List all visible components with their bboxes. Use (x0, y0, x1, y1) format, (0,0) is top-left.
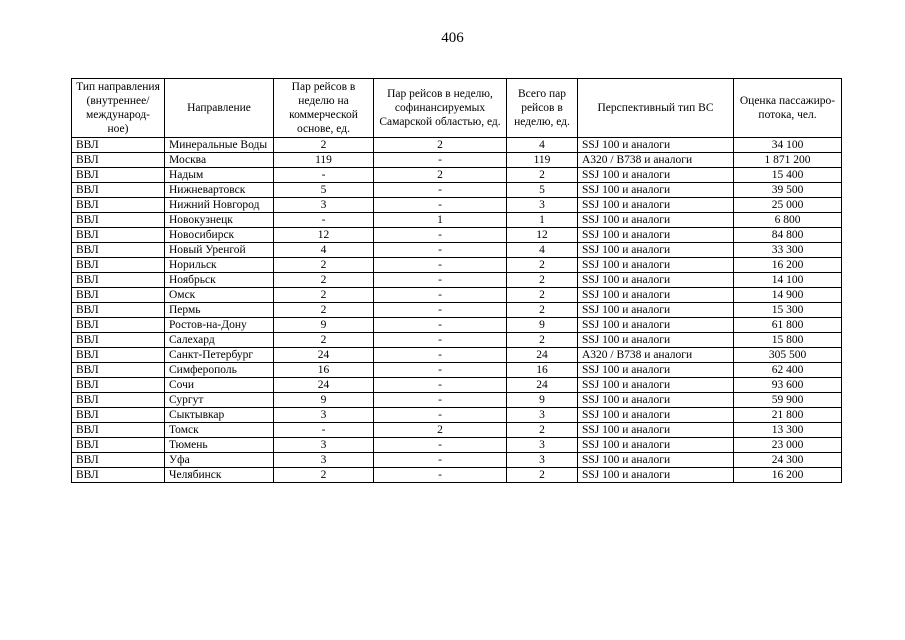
cell-direction: Томск (165, 423, 274, 438)
cell-aircraft-type: SSJ 100 и аналоги (578, 408, 734, 423)
cell-direction: Пермь (165, 303, 274, 318)
cell-cofinanced-pairs: - (374, 378, 507, 393)
cell-type: ВВЛ (72, 228, 165, 243)
cell-commercial-pairs: 16 (274, 363, 374, 378)
cell-direction: Норильск (165, 258, 274, 273)
cell-total-pairs: 3 (507, 198, 578, 213)
cell-type: ВВЛ (72, 258, 165, 273)
cell-type: ВВЛ (72, 318, 165, 333)
cell-cofinanced-pairs: - (374, 288, 507, 303)
table-row (72, 378, 842, 393)
cell-type: ВВЛ (72, 213, 165, 228)
cell-type: ВВЛ (72, 243, 165, 258)
table-row (72, 453, 842, 468)
cell-commercial-pairs: 5 (274, 183, 374, 198)
cell-cofinanced-pairs: - (374, 258, 507, 273)
cell-commercial-pairs: 2 (274, 138, 374, 153)
cell-aircraft-type: SSJ 100 и аналоги (578, 138, 734, 153)
table-row (72, 183, 842, 198)
cell-direction: Минеральные Воды (165, 138, 274, 153)
header-type: Тип направления (внутреннее/ международ-ное) (72, 79, 165, 138)
cell-total-pairs: 24 (507, 348, 578, 363)
cell-passenger-flow: 15 400 (734, 168, 842, 183)
cell-direction: Новый Уренгой (165, 243, 274, 258)
cell-commercial-pairs: 3 (274, 453, 374, 468)
cell-commercial-pairs: 24 (274, 348, 374, 363)
cell-direction: Нижний Новгород (165, 198, 274, 213)
cell-direction: Новокузнецк (165, 213, 274, 228)
cell-aircraft-type: SSJ 100 и аналоги (578, 183, 734, 198)
table-row (72, 198, 842, 213)
cell-total-pairs: 119 (507, 153, 578, 168)
cell-direction: Санкт-Петербург (165, 348, 274, 363)
table-row (72, 273, 842, 288)
flights-table (71, 78, 842, 483)
cell-type: ВВЛ (72, 198, 165, 213)
cell-cofinanced-pairs: - (374, 303, 507, 318)
cell-passenger-flow: 15 800 (734, 333, 842, 348)
cell-aircraft-type: SSJ 100 и аналоги (578, 228, 734, 243)
cell-aircraft-type: SSJ 100 и аналоги (578, 333, 734, 348)
table-row (72, 393, 842, 408)
cell-aircraft-type: SSJ 100 и аналоги (578, 303, 734, 318)
cell-passenger-flow: 39 500 (734, 183, 842, 198)
cell-cofinanced-pairs: - (374, 273, 507, 288)
table-row (72, 333, 842, 348)
cell-cofinanced-pairs: - (374, 363, 507, 378)
cell-direction: Москва (165, 153, 274, 168)
cell-type: ВВЛ (72, 438, 165, 453)
cell-total-pairs: 2 (507, 333, 578, 348)
page-number: 406 (441, 30, 464, 46)
cell-type: ВВЛ (72, 333, 165, 348)
table-row (72, 213, 842, 228)
table-row (72, 303, 842, 318)
header-row (72, 79, 842, 138)
cell-cofinanced-pairs: - (374, 228, 507, 243)
cell-passenger-flow: 305 500 (734, 348, 842, 363)
cell-total-pairs: 5 (507, 183, 578, 198)
cell-aircraft-type: SSJ 100 и аналоги (578, 288, 734, 303)
cell-direction: Сыктывкар (165, 408, 274, 423)
cell-aircraft-type: SSJ 100 и аналоги (578, 468, 734, 483)
table-row (72, 168, 842, 183)
cell-total-pairs: 2 (507, 423, 578, 438)
cell-passenger-flow: 1 871 200 (734, 153, 842, 168)
cell-cofinanced-pairs: - (374, 183, 507, 198)
cell-total-pairs: 2 (507, 303, 578, 318)
cell-type: ВВЛ (72, 303, 165, 318)
cell-passenger-flow: 62 400 (734, 363, 842, 378)
cell-cofinanced-pairs: - (374, 198, 507, 213)
cell-cofinanced-pairs: 1 (374, 213, 507, 228)
cell-type: ВВЛ (72, 393, 165, 408)
cell-type: ВВЛ (72, 288, 165, 303)
cell-type: ВВЛ (72, 363, 165, 378)
cell-aircraft-type: SSJ 100 и аналоги (578, 453, 734, 468)
cell-commercial-pairs: 2 (274, 273, 374, 288)
cell-cofinanced-pairs: - (374, 153, 507, 168)
cell-passenger-flow: 24 300 (734, 453, 842, 468)
cell-total-pairs: 9 (507, 318, 578, 333)
cell-commercial-pairs: 2 (274, 288, 374, 303)
table-row (72, 348, 842, 363)
cell-cofinanced-pairs: - (374, 348, 507, 363)
cell-total-pairs: 4 (507, 243, 578, 258)
cell-aircraft-type: SSJ 100 и аналоги (578, 393, 734, 408)
cell-commercial-pairs: 2 (274, 333, 374, 348)
cell-commercial-pairs: 2 (274, 258, 374, 273)
cell-direction: Ноябрьск (165, 273, 274, 288)
header-cofinanced-pairs: Пар рейсов в неделю, софинансируемых Самарской областью, ед. (374, 79, 507, 138)
cell-total-pairs: 3 (507, 408, 578, 423)
cell-passenger-flow: 16 200 (734, 468, 842, 483)
table-row (72, 408, 842, 423)
cell-passenger-flow: 84 800 (734, 228, 842, 243)
cell-direction: Надым (165, 168, 274, 183)
cell-total-pairs: 2 (507, 168, 578, 183)
cell-aircraft-type: SSJ 100 и аналоги (578, 168, 734, 183)
cell-total-pairs: 2 (507, 468, 578, 483)
cell-total-pairs: 2 (507, 273, 578, 288)
cell-total-pairs: 24 (507, 378, 578, 393)
cell-commercial-pairs: 9 (274, 318, 374, 333)
cell-direction: Омск (165, 288, 274, 303)
cell-aircraft-type: SSJ 100 и аналоги (578, 378, 734, 393)
cell-commercial-pairs: - (274, 423, 374, 438)
cell-passenger-flow: 23 000 (734, 438, 842, 453)
cell-type: ВВЛ (72, 138, 165, 153)
header-commercial-pairs: Пар рейсов в неделю на коммерческой основе, ед. (274, 79, 374, 138)
table-row (72, 243, 842, 258)
cell-commercial-pairs: 119 (274, 153, 374, 168)
header-passenger-flow: Оценка пассажиро-потока, чел. (734, 79, 842, 138)
cell-direction: Уфа (165, 453, 274, 468)
header-direction: Направление (165, 79, 274, 138)
cell-type: ВВЛ (72, 273, 165, 288)
cell-aircraft-type: SSJ 100 и аналоги (578, 243, 734, 258)
cell-type: ВВЛ (72, 168, 165, 183)
cell-aircraft-type: A320 / B738 и аналоги (578, 348, 734, 363)
cell-total-pairs: 4 (507, 138, 578, 153)
cell-total-pairs: 3 (507, 453, 578, 468)
cell-type: ВВЛ (72, 408, 165, 423)
table-row (72, 153, 842, 168)
cell-aircraft-type: SSJ 100 и аналоги (578, 198, 734, 213)
cell-passenger-flow: 93 600 (734, 378, 842, 393)
cell-direction: Симферополь (165, 363, 274, 378)
cell-aircraft-type: A320 / B738 и аналоги (578, 153, 734, 168)
table-row (72, 318, 842, 333)
cell-cofinanced-pairs: - (374, 453, 507, 468)
cell-passenger-flow: 34 100 (734, 138, 842, 153)
cell-type: ВВЛ (72, 348, 165, 363)
table-row (72, 438, 842, 453)
cell-commercial-pairs: - (274, 213, 374, 228)
cell-commercial-pairs: 2 (274, 303, 374, 318)
cell-direction: Ростов-на-Дону (165, 318, 274, 333)
cell-total-pairs: 3 (507, 438, 578, 453)
table-row (72, 228, 842, 243)
cell-passenger-flow: 33 300 (734, 243, 842, 258)
cell-aircraft-type: SSJ 100 и аналоги (578, 363, 734, 378)
cell-cofinanced-pairs: 2 (374, 138, 507, 153)
cell-direction: Нижневартовск (165, 183, 274, 198)
cell-passenger-flow: 15 300 (734, 303, 842, 318)
cell-passenger-flow: 25 000 (734, 198, 842, 213)
cell-cofinanced-pairs: - (374, 333, 507, 348)
cell-cofinanced-pairs: - (374, 243, 507, 258)
cell-aircraft-type: SSJ 100 и аналоги (578, 213, 734, 228)
cell-total-pairs: 2 (507, 288, 578, 303)
cell-cofinanced-pairs: - (374, 393, 507, 408)
table-row (72, 288, 842, 303)
cell-direction: Новосибирск (165, 228, 274, 243)
cell-aircraft-type: SSJ 100 и аналоги (578, 258, 734, 273)
cell-type: ВВЛ (72, 453, 165, 468)
cell-commercial-pairs: 24 (274, 378, 374, 393)
cell-direction: Салехард (165, 333, 274, 348)
cell-cofinanced-pairs: - (374, 468, 507, 483)
cell-passenger-flow: 21 800 (734, 408, 842, 423)
cell-cofinanced-pairs: - (374, 408, 507, 423)
cell-direction: Сургут (165, 393, 274, 408)
header-total-pairs: Всего пар рейсов в неделю, ед. (507, 79, 578, 138)
table-row (72, 138, 842, 153)
cell-type: ВВЛ (72, 468, 165, 483)
cell-aircraft-type: SSJ 100 и аналоги (578, 273, 734, 288)
cell-total-pairs: 16 (507, 363, 578, 378)
cell-commercial-pairs: 9 (274, 393, 374, 408)
cell-aircraft-type: SSJ 100 и аналоги (578, 318, 734, 333)
cell-cofinanced-pairs: - (374, 438, 507, 453)
cell-commercial-pairs: 3 (274, 198, 374, 213)
cell-commercial-pairs: 3 (274, 408, 374, 423)
cell-direction: Сочи (165, 378, 274, 393)
table-row (72, 363, 842, 378)
cell-passenger-flow: 59 900 (734, 393, 842, 408)
cell-cofinanced-pairs: 2 (374, 423, 507, 438)
cell-total-pairs: 9 (507, 393, 578, 408)
cell-type: ВВЛ (72, 378, 165, 393)
cell-type: ВВЛ (72, 423, 165, 438)
cell-passenger-flow: 61 800 (734, 318, 842, 333)
table-row (72, 468, 842, 483)
cell-passenger-flow: 14 900 (734, 288, 842, 303)
cell-commercial-pairs: 12 (274, 228, 374, 243)
cell-type: ВВЛ (72, 183, 165, 198)
cell-direction: Тюмень (165, 438, 274, 453)
cell-total-pairs: 1 (507, 213, 578, 228)
table-row (72, 423, 842, 438)
cell-commercial-pairs: - (274, 168, 374, 183)
cell-total-pairs: 2 (507, 258, 578, 273)
cell-aircraft-type: SSJ 100 и аналоги (578, 423, 734, 438)
cell-total-pairs: 12 (507, 228, 578, 243)
cell-commercial-pairs: 4 (274, 243, 374, 258)
cell-type: ВВЛ (72, 153, 165, 168)
cell-aircraft-type: SSJ 100 и аналоги (578, 438, 734, 453)
cell-commercial-pairs: 2 (274, 468, 374, 483)
cell-passenger-flow: 13 300 (734, 423, 842, 438)
header-aircraft-type: Перспективный тип ВС (578, 79, 734, 138)
cell-cofinanced-pairs: 2 (374, 168, 507, 183)
table-row (72, 258, 842, 273)
cell-direction: Челябинск (165, 468, 274, 483)
cell-cofinanced-pairs: - (374, 318, 507, 333)
cell-passenger-flow: 16 200 (734, 258, 842, 273)
cell-passenger-flow: 6 800 (734, 213, 842, 228)
cell-commercial-pairs: 3 (274, 438, 374, 453)
cell-passenger-flow: 14 100 (734, 273, 842, 288)
